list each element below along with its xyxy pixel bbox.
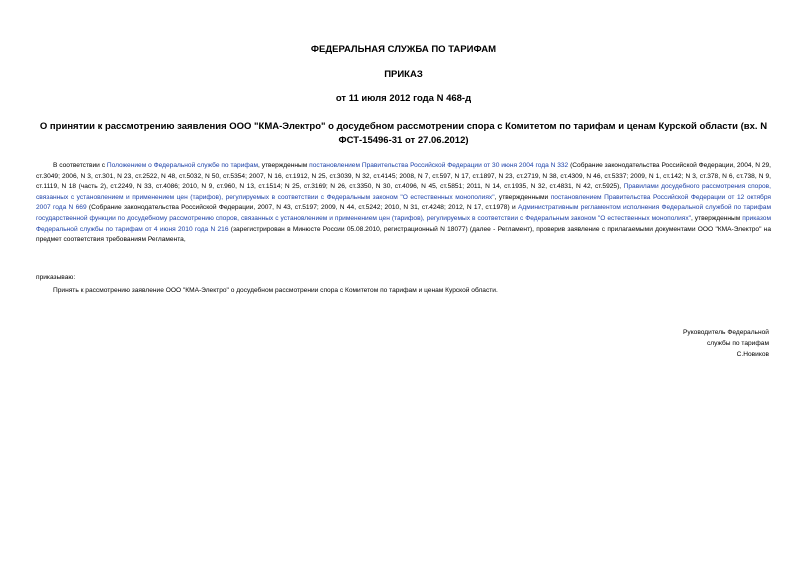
link-fst-regulation[interactable]: Положением о Федеральной службе по тарифам xyxy=(106,162,259,169)
agency-name: ФЕДЕРАЛЬНАЯ СЛУЖБА ПО ТАРИФАМ xyxy=(310,44,497,55)
preamble-text: В соответствии с xyxy=(53,162,107,169)
link-administrative-regulation[interactable]: Административным регламентом исполнения Федеральной службой по тарифам государственной функции по досудебному рассмотрению споров, связанных с установлением и применением цен (тарифов), регулируемых в соответствии с Федеральным законом "О естественных монополиях" xyxy=(36,204,771,222)
preamble-paragraph xyxy=(36,161,771,246)
preamble-text: , утвержденными xyxy=(494,193,551,201)
document-date-number: от 11 июля 2012 года N 468-д xyxy=(335,93,472,104)
preamble-text: , утвержденным xyxy=(690,214,743,222)
signature-block xyxy=(569,327,769,360)
document-title: О принятии к рассмотрению заявления ООО "КМА-Электро" о досудебном рассмотрении спора с Комитетом по тарифам и ценам Курской области (вх. N ФСТ-15496-31 от 27.06.2012) xyxy=(39,121,768,146)
link-government-resolution-332[interactable]: постановлением Правительства Российской Федерации от 30 июня 2004 года N 332 xyxy=(309,162,569,169)
link-government-resolution-669[interactable]: постановлением Правительства Российской Федерации от 12 октября 2007 года N 669 xyxy=(36,193,771,212)
order-word: приказываю: xyxy=(36,274,76,281)
preamble-text: , утвержденным xyxy=(258,162,310,169)
preamble-text: (Собрание законодательства Российской Федерации, 2007, N 43, ст.5197; 2009, N 44, ст.5242; 2010, N 31, ст.4248; 2012, N 17, ст.1978) и xyxy=(86,204,518,212)
signature-name: С.Новиков xyxy=(736,351,769,358)
preamble-text: (зарегистрирован в Минюсте России 05.08.2010, регистрационный N 18077) (далее - Регламент), проверив заявление с прилагаемыми документами ООО "КМА-Электро" на предмет соответствия требованиям Регламента, xyxy=(36,225,771,244)
signature-line: службы по тарифам xyxy=(706,340,769,347)
document-type: ПРИКАЗ xyxy=(384,69,423,80)
link-fst-order-216[interactable]: приказом Федеральной службы по тарифам от 4 июня 2010 года N 216 xyxy=(36,214,771,233)
preamble-text: (Собрание законодательства Российской Федерации, 2004, N 29, ст.3049; 2006, N 3, ст.301, N 23, ст.2522, N 48, ст.5032, N 50, ст.5354; 2007, N 16, ст.1912, N 25, ст.3039, N 32, ст.4145; 2008, N 7, ст.597, N 17, ст.1897, N 23, ст.2719, N 38, ст.4309, N 46, ст.5337; 2009, N 1, ст.142; N 3, ст.378, N 6, ст.738, N 9, ст.1119, N 18 (часть 2), ст.2249, N 33, ст.4086; 2010, N 9, ст.960, N 13, ст.1514; N 25, ст.3169; N 26, ст.3350, N 30, ст.4096, N 45, ст.5851; 2011, N 14, ст.1935, N 32, ст.4831, N 42, ст.5925), xyxy=(36,162,771,191)
order-text: Принять к рассмотрению заявление ООО "КМА-Электро" о досудебном рассмотрении спора с Комитетом по тарифам и ценам Курской области. xyxy=(53,287,498,294)
signature-line: Руководитель Федеральной xyxy=(683,329,769,336)
link-dispute-rules[interactable]: Правилами досудебного рассмотрения споров, связанных с установлением и применением цен (тарифов), регулируемых в соответствии с Федеральным законом "О естественных монополиях" xyxy=(36,183,771,201)
